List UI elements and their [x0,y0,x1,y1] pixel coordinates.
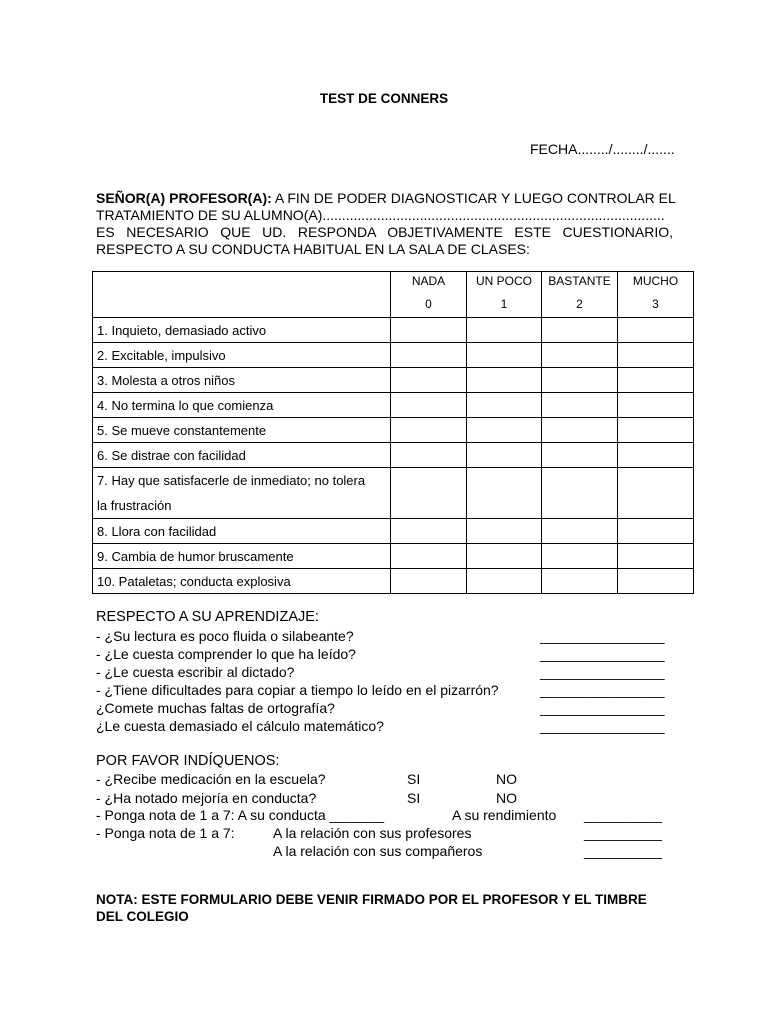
row-label: 4. No termina lo que comienza [93,393,391,418]
answer-blank[interactable]: ________________ [540,700,665,716]
answer-cell[interactable] [467,393,542,418]
answer-blank[interactable]: ________________ [540,682,665,698]
answer-cell[interactable] [542,569,618,594]
nota-conducta: - Ponga nota de 1 a 7: A su conducta _______ [96,807,385,823]
answer-cell[interactable] [542,393,618,418]
answer-cell[interactable] [467,519,542,544]
answer-blank[interactable]: ________________ [540,664,665,680]
answer-cell[interactable] [467,343,542,368]
row-label: 9. Cambia de humor bruscamente [93,544,391,569]
answer-cell[interactable] [542,519,618,544]
answer-cell[interactable] [618,544,694,569]
row-label: 6. Se distrae con facilidad [93,443,391,468]
answer-cell[interactable] [467,418,542,443]
answer-cell[interactable] [618,418,694,443]
answer-cell[interactable] [391,318,467,343]
answer-cell[interactable] [618,569,694,594]
answer-cell[interactable] [391,418,467,443]
header-col-bastante: BASTANTE 2 [542,272,618,318]
row-label: 10. Pataletas; conducta explosiva [93,569,391,594]
answer-cell[interactable] [391,468,467,519]
table-row [93,569,694,594]
intro-line-4: RESPECTO A SU CONDUCTA HABITUAL EN LA SALA DE CLASES: [96,241,530,257]
answer-cell[interactable] [391,393,467,418]
answer-cell[interactable] [618,519,694,544]
answer-blank[interactable]: ________________ [540,718,665,734]
indiquenos-heading: POR FAVOR INDÍQUENOS: [96,753,280,769]
table-header-row [93,272,694,318]
aprendizaje-item: ¿Comete muchas faltas de ortografía? [96,700,335,716]
answer-cell[interactable] [391,544,467,569]
aprendizaje-item: ¿Le cuesta demasiado el cálculo matemático? [96,718,384,734]
row-label: 1. Inquieto, demasiado activo [93,318,391,343]
table-row [93,544,694,569]
answer-cell[interactable] [391,343,467,368]
row-label: 7. Hay que satisfacerle de inmediato; no tolera la frustración [93,468,391,519]
answer-cell[interactable] [542,368,618,393]
answer-cell[interactable] [542,318,618,343]
page-title: TEST DE CONNERS [319,91,449,106]
answer-cell[interactable] [618,443,694,468]
option-si[interactable]: SI [407,790,421,806]
answer-cell[interactable] [618,393,694,418]
row-label: 3. Molesta a otros niños [93,368,391,393]
answer-cell[interactable] [467,544,542,569]
aprendizaje-item: - ¿Su lectura es poco fluida o silabeante? [96,628,354,644]
aprendizaje-item: - ¿Le cuesta comprender lo que ha leído? [96,646,356,662]
answer-cell[interactable] [467,368,542,393]
header-empty-cell [93,272,391,318]
answer-cell[interactable] [542,443,618,468]
table-row [93,393,694,418]
header-col-nada: NADA 0 [391,272,467,318]
aprendizaje-heading: RESPECTO A SU APRENDIZAJE: [96,609,319,625]
intro-line-3: ES NECESARIO QUE UD. RESPONDA OBJETIVAMENTE ESTE CUESTIONARIO, [96,224,673,240]
answer-blank[interactable]: __________ [584,807,662,823]
intro-line-1: SEÑOR(A) PROFESOR(A): A FIN DE PODER DIAGNOSTICAR Y LUEGO CONTROLAR EL [96,190,676,206]
answer-cell[interactable] [618,468,694,519]
option-no[interactable]: NO [496,790,517,806]
header-col-un-poco: UN POCO 1 [467,272,542,318]
table-row [93,318,694,343]
question-mejoria: - ¿Ha notado mejoría en conducta? [96,790,317,806]
option-no[interactable]: NO [496,771,517,787]
relacion-companeros-label: A la relación con sus compañeros [273,843,483,859]
answer-cell[interactable] [391,368,467,393]
relacion-profesores-label: A la relación con sus profesores [273,825,472,841]
answer-cell[interactable] [467,318,542,343]
answer-cell[interactable] [391,569,467,594]
row-label: 2. Excitable, impulsivo [93,343,391,368]
row-label: 8. Llora con facilidad [93,519,391,544]
answer-cell[interactable] [542,468,618,519]
footer-note: NOTA: ESTE FORMULARIO DEBE VENIR FIRMADO POR EL PROFESOR Y EL TIMBRE DEL COLEGIO [96,892,647,924]
table-row [93,418,694,443]
question-medicacion: - ¿Recibe medicación en la escuela? [96,771,326,787]
answer-cell[interactable] [467,468,542,519]
table-row [93,468,694,519]
table-row [93,343,694,368]
answer-blank[interactable]: __________ [584,843,662,859]
answer-cell[interactable] [391,519,467,544]
table-row [93,368,694,393]
answer-blank[interactable]: ________________ [540,646,665,662]
answer-cell[interactable] [618,368,694,393]
row-label: 5. Se mueve constantemente [93,418,391,443]
header-col-mucho: MUCHO 3 [618,272,694,318]
intro-paragraph [96,190,676,258]
intro-line-2: TRATAMIENTO DE SU ALUMNO(A)........................................................................................ [96,207,665,223]
answer-cell[interactable] [391,443,467,468]
answer-cell[interactable] [542,544,618,569]
table-row [93,443,694,468]
behavior-table [92,271,694,594]
intro-bold-label: SEÑOR(A) PROFESOR(A): [96,190,272,206]
aprendizaje-item: - ¿Tiene dificultades para copiar a tiempo lo leído en el pizarrón? [96,682,499,698]
answer-cell[interactable] [618,343,694,368]
answer-cell[interactable] [467,569,542,594]
option-si[interactable]: SI [407,771,421,787]
aprendizaje-item: - ¿Le cuesta escribir al dictado? [96,664,295,680]
answer-cell[interactable] [618,318,694,343]
answer-cell[interactable] [467,443,542,468]
answer-cell[interactable] [542,418,618,443]
date-field[interactable]: FECHA......../......../....... [530,141,675,157]
answer-blank[interactable]: ________________ [540,628,665,644]
answer-blank[interactable]: __________ [584,825,662,841]
nota-relacion-label: - Ponga nota de 1 a 7: [96,825,235,841]
answer-cell[interactable] [542,343,618,368]
table-row [93,519,694,544]
nota-rendimiento-label: A su rendimiento [452,807,557,823]
